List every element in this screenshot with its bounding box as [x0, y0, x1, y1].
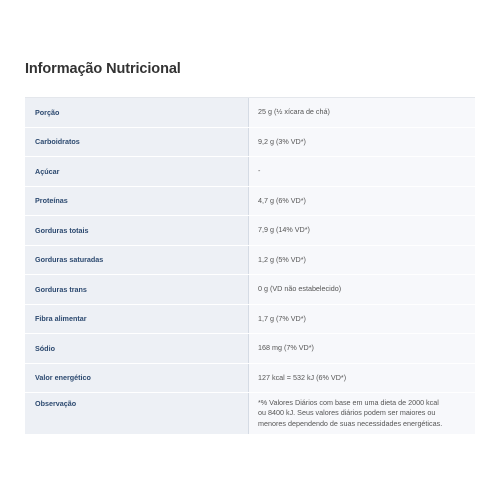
row-label: Proteínas — [25, 187, 249, 216]
table-row-sodio — [25, 334, 475, 364]
row-value: 7,9 g (14% VD*) — [249, 216, 475, 245]
row-label: Fibra alimentar — [25, 305, 249, 334]
table-row-carboidratos — [25, 128, 475, 158]
table-row-porcao — [25, 98, 475, 128]
row-value: 1,7 g (7% VD*) — [249, 305, 475, 334]
table-row-gorduras-trans — [25, 275, 475, 305]
table-row-fibra-alimentar — [25, 305, 475, 335]
row-label: Porção — [25, 98, 249, 127]
row-value: 1,2 g (5% VD*) — [249, 246, 475, 275]
table-row-observacao — [25, 393, 475, 435]
row-value: 9,2 g (3% VD*) — [249, 128, 475, 157]
row-value: 0 g (VD não estabelecido) — [249, 275, 475, 304]
row-value: *% Valores Diários com base em uma dieta de 2000 kcal ou 8400 kJ. Seus valores diários podem ser maiores ou menores dependendo de suas necessidades energéticas. — [249, 393, 475, 434]
table-row-valor-energetico — [25, 364, 475, 394]
table-row-gorduras-saturadas — [25, 246, 475, 276]
row-label: Gorduras saturadas — [25, 246, 249, 275]
row-value: 127 kcal = 532 kJ (6% VD*) — [249, 364, 475, 393]
table-row-gorduras-totais — [25, 216, 475, 246]
row-value: 168 mg (7% VD*) — [249, 334, 475, 363]
table-row-proteinas — [25, 187, 475, 217]
row-label: Carboidratos — [25, 128, 249, 157]
row-label: Açúcar — [25, 157, 249, 186]
row-label: Gorduras trans — [25, 275, 249, 304]
table-row-acucar — [25, 157, 475, 187]
row-value: - — [249, 157, 475, 186]
row-value: 4,7 g (6% VD*) — [249, 187, 475, 216]
row-label: Valor energético — [25, 364, 249, 393]
nutrition-table — [25, 97, 475, 435]
row-label: Observação — [25, 393, 249, 434]
row-label: Sódio — [25, 334, 249, 363]
row-value: 25 g (½ xícara de chá) — [249, 98, 475, 127]
row-label: Gorduras totais — [25, 216, 249, 245]
page-title: Informação Nutricional — [25, 61, 181, 77]
